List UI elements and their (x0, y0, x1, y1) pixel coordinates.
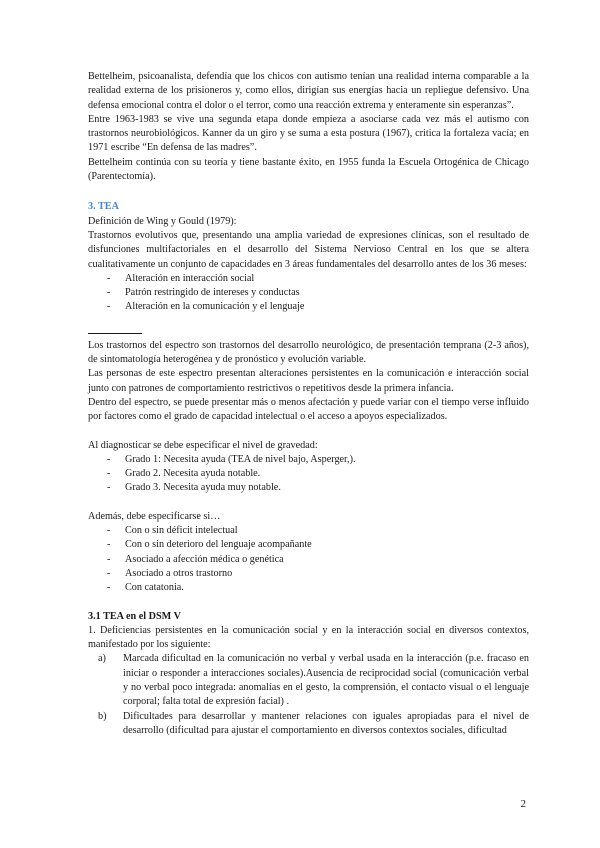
list-item: - Con o sin deterioro del lenguaje acompañante (107, 538, 529, 552)
areas-list (88, 272, 529, 315)
page-number: 2 (520, 798, 526, 810)
list-item-text: Dificultades para desarrollar y mantener relaciones con iguales apropiadas para el nivel de desarrollo (dificultad para ajustar el comportamiento en diversos contextos sociales, dificultad (123, 710, 529, 736)
footnote-divider (88, 333, 142, 334)
definition-title: Definición de Wing y Gould (1979): (88, 215, 237, 227)
list-item (98, 710, 529, 739)
intro-paragraph-2: Entre 1963-1983 se vive una segunda etapa donde empieza a asociarse cada vez más el autismo con trastornos neurobiológicos. Kanner da un giro y se suma a esta postura (1967), critica la fortaleza vacía; en 1971 escribe “En defensa de las madres”. (88, 113, 529, 154)
list-item: - Asociado a otros trastorno (107, 567, 529, 581)
list-item: - Alteración en la comunicación y el lenguaje (107, 300, 529, 314)
page-body (88, 70, 529, 738)
intro-paragraph-1: Bettelheim, psicoanalista, defendía que los chicos con autismo tenían una realidad interna comparable a la realidad externa de los prisioneros y, como ellos, dirigían sus energías hacia un repliegue defensivo. Una defensa emocional contra el dolor o el terror, como una reacción extrema y enteramente sin esperanzas”. (88, 71, 529, 111)
specify-list (88, 524, 529, 595)
list-item: - Alteración en interacción social (107, 272, 529, 286)
list-item: - Patrón restringido de intereses y conductas (107, 286, 529, 300)
definition-text: Trastornos evolutivos que, presentando una amplia variedad de expresiones clínicas, son el resultado de disfunciones multifactoriales en el desarrollo del Sistema Nervioso Central en los que se altera cualitativamente un conjunto de capacidades en 3 áreas fundamentales del desarrollo antes de los 36 meses: (88, 229, 529, 270)
spectrum-paragraph-1: Los trastornos del espectro son trastornos del desarrollo neurológico, de presentación temprana (2-3 años), de sintomatología heterogénea y de pronóstico y evolución variable. (88, 339, 529, 366)
severity-intro: Al diagnosticar se debe especificar el nivel de gravedad: (88, 439, 318, 451)
severity-list (88, 453, 529, 496)
list-item: - Con catatonia. (107, 581, 529, 595)
section-heading-dsm: 3.1 TEA en el DSM V (88, 610, 182, 622)
list-item: - Grado 1: Necesita ayuda (TEA de nivel bajo, Asperger,). (107, 453, 529, 467)
list-item: - Grado 3. Necesita ayuda muy notable. (107, 481, 529, 495)
list-item-text: Marcada dificultad en la comunicación no verbal y verbal usada en la interacción (p.e. fracaso en iniciar o responder a interacciones sociales).Ausencia de reciprocidad social (comunicación verbal y no verbal poco integrada: anomalías en el gesto, la comprensión, el contacto visual o el lenguaje corporal; falta total de expresión facial) . (123, 653, 529, 708)
dsm-criteria-list (88, 652, 529, 738)
list-marker: b) (98, 710, 107, 722)
spectrum-paragraph-2: Las personas de este espectro presentan alteraciones persistentes en la comunicación e interacción social junto con patrones de comportamiento restrictivos o repetitivos desde la primera infancia. (88, 368, 529, 394)
specify-intro: Además, debe especificarse si… (88, 510, 221, 522)
section-heading-tea: 3. TEA (88, 201, 119, 213)
intro-paragraph-3: Bettelheim continúa con su teoría y tiene bastante éxito, en 1955 funda la Escuela Ortogénica de Chicago (Parentectomía). (88, 156, 529, 183)
spectrum-paragraph-3: Dentro del espectro, se puede presentar más o menos afectación y puede variar con el tiempo verse influido por factores como el grado de capacidad intelectual o el acceso a apoyos especializados. (88, 396, 529, 423)
list-item (98, 652, 529, 709)
list-item: - Con o sin déficit intelectual (107, 524, 529, 538)
list-marker: a) (98, 653, 106, 665)
dsm-paragraph-1: 1. Deficiencias persistentes en la comunicación social y en la interacción social en diversos contextos, manifestado por los siguiente: (88, 624, 529, 651)
list-item: - Asociado a afección médica o genética (107, 553, 529, 567)
list-item: - Grado 2. Necesita ayuda notable. (107, 467, 529, 481)
